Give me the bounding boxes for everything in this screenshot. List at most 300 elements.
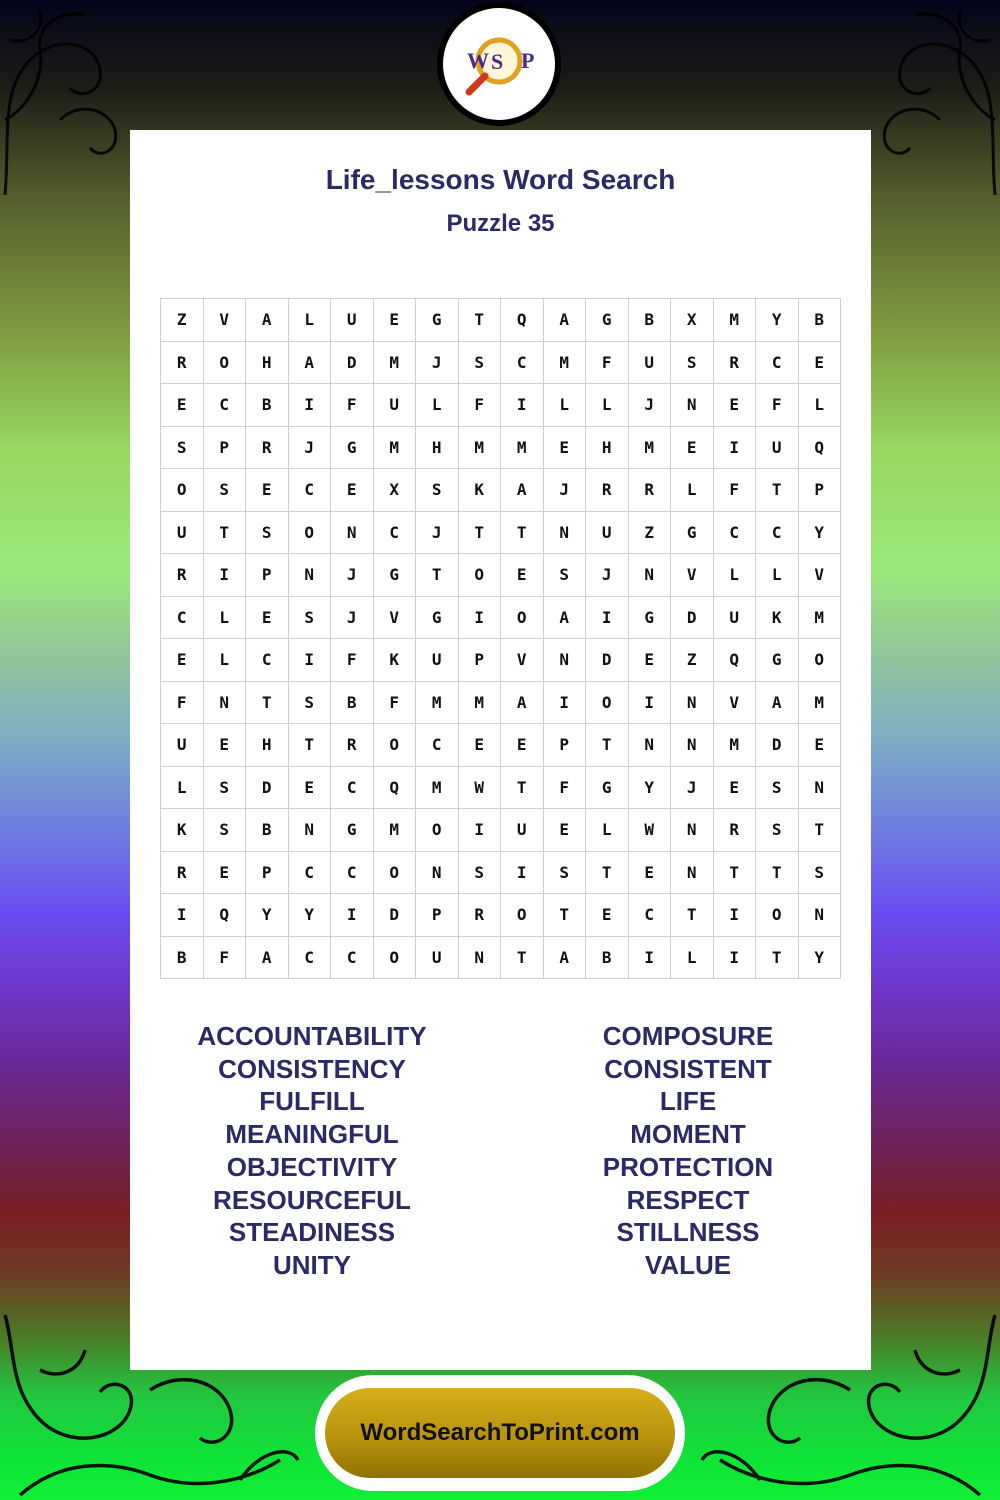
grid-cell[interactable]: I [331,894,374,937]
grid-cell[interactable]: F [373,681,416,724]
grid-cell[interactable]: X [373,469,416,512]
grid-cell[interactable]: A [246,299,289,342]
word-list-item: PROTECTION [602,1151,774,1182]
word-list-item: CONSISTENCY [218,1053,406,1084]
grid-cell[interactable]: E [543,426,586,469]
grid-cell[interactable]: O [501,894,544,937]
grid-cell[interactable]: U [756,426,799,469]
grid-cell[interactable]: Z [628,511,671,554]
grid-cell[interactable]: R [161,341,204,384]
grid-cell[interactable]: T [416,554,459,597]
grid-cell[interactable]: K [756,596,799,639]
grid-cell[interactable]: M [458,426,501,469]
grid-cell[interactable]: S [246,511,289,554]
grid-cell[interactable]: L [586,384,629,427]
grid-cell[interactable]: X [671,299,714,342]
grid-cell[interactable]: B [246,384,289,427]
grid-cell[interactable]: E [586,894,629,937]
grid-cell[interactable]: G [416,299,459,342]
grid-cell[interactable]: P [246,554,289,597]
grid-cell[interactable]: M [501,426,544,469]
grid-row [161,596,841,639]
grid-cell[interactable]: C [628,894,671,937]
grid-cell[interactable]: C [288,936,331,979]
grid-cell[interactable]: I [543,681,586,724]
grid-cell[interactable]: R [713,341,756,384]
grid-cell[interactable]: E [501,724,544,767]
grid-cell[interactable]: U [586,511,629,554]
grid-cell[interactable]: O [373,724,416,767]
grid-cell[interactable]: D [671,596,714,639]
grid-cell[interactable]: L [586,809,629,852]
grid-cell[interactable]: T [543,894,586,937]
grid-cell[interactable]: C [713,511,756,554]
grid-cell[interactable]: N [798,766,841,809]
grid-cell[interactable]: C [331,936,374,979]
grid-row [161,511,841,554]
grid-cell[interactable]: B [628,299,671,342]
grid-cell[interactable]: Q [203,894,246,937]
grid-cell[interactable]: C [288,469,331,512]
grid-row [161,809,841,852]
grid-cell[interactable]: I [203,554,246,597]
grid-cell[interactable]: Q [373,766,416,809]
grid-cell[interactable]: A [756,681,799,724]
grid-cell[interactable]: T [756,851,799,894]
grid-cell[interactable]: E [246,469,289,512]
grid-cell[interactable]: R [161,554,204,597]
grid-cell[interactable]: O [458,554,501,597]
grid-cell[interactable]: G [331,809,374,852]
grid-row [161,426,841,469]
magnifier-icon [443,8,555,120]
grid-row [161,341,841,384]
grid-cell[interactable]: S [161,426,204,469]
grid-cell[interactable]: E [203,724,246,767]
grid-cell[interactable]: S [203,766,246,809]
grid-cell[interactable]: E [203,851,246,894]
grid-cell[interactable]: C [331,766,374,809]
grid-cell[interactable]: M [713,724,756,767]
grid-cell[interactable]: S [458,341,501,384]
grid-cell[interactable]: N [671,724,714,767]
grid-cell[interactable]: R [331,724,374,767]
grid-cell[interactable]: P [246,851,289,894]
grid-cell[interactable]: R [458,894,501,937]
grid-cell[interactable]: M [798,681,841,724]
grid-cell[interactable]: U [331,299,374,342]
grid-cell[interactable]: H [246,341,289,384]
grid-cell[interactable]: M [416,681,459,724]
grid-cell[interactable]: O [288,511,331,554]
grid-cell[interactable]: E [331,469,374,512]
grid-cell[interactable]: Q [713,639,756,682]
grid-cell[interactable]: T [458,299,501,342]
grid-cell[interactable]: M [373,426,416,469]
grid-cell[interactable]: C [373,511,416,554]
grid-cell[interactable]: N [798,894,841,937]
grid-cell[interactable]: V [501,639,544,682]
grid-cell[interactable]: E [628,639,671,682]
grid-cell[interactable]: M [798,596,841,639]
grid-cell[interactable]: N [671,681,714,724]
grid-cell[interactable]: A [501,469,544,512]
grid-cell[interactable]: L [798,384,841,427]
grid-cell[interactable]: T [288,724,331,767]
grid-cell[interactable]: G [373,554,416,597]
grid-cell[interactable]: R [628,469,671,512]
grid-cell[interactable]: T [671,894,714,937]
logo-letter-p: P [521,48,535,73]
grid-cell[interactable]: E [373,299,416,342]
grid-cell[interactable]: N [628,554,671,597]
grid-cell[interactable]: R [161,851,204,894]
grid-cell[interactable]: S [756,766,799,809]
grid-cell[interactable]: U [161,724,204,767]
grid-cell[interactable]: K [373,639,416,682]
grid-cell[interactable]: N [543,511,586,554]
grid-cell[interactable]: T [756,469,799,512]
grid-cell[interactable]: E [501,554,544,597]
word-list-left [162,1020,462,1282]
grid-cell[interactable]: F [713,469,756,512]
grid-cell[interactable]: S [288,596,331,639]
grid-cell[interactable]: C [501,341,544,384]
grid-cell[interactable]: T [501,936,544,979]
grid-cell[interactable]: Z [671,639,714,682]
grid-cell[interactable]: O [373,936,416,979]
grid-cell[interactable]: C [416,724,459,767]
grid-cell[interactable]: I [458,596,501,639]
grid-cell[interactable]: C [246,639,289,682]
grid-row [161,851,841,894]
grid-cell[interactable]: R [713,809,756,852]
grid-cell[interactable]: O [416,809,459,852]
grid-cell[interactable]: T [586,724,629,767]
grid-cell[interactable]: C [288,851,331,894]
grid-cell[interactable]: E [798,724,841,767]
grid-cell[interactable]: H [416,426,459,469]
grid-cell[interactable]: N [628,724,671,767]
grid-cell[interactable]: L [756,554,799,597]
grid-cell[interactable]: J [331,554,374,597]
puzzle-number: Puzzle 35 [446,210,555,237]
grid-cell[interactable]: S [671,341,714,384]
grid-cell[interactable]: S [203,809,246,852]
grid-cell[interactable]: R [246,426,289,469]
grid-cell[interactable]: I [586,596,629,639]
grid-cell[interactable]: F [161,681,204,724]
grid-cell[interactable]: J [586,554,629,597]
grid-cell[interactable]: F [458,384,501,427]
grid-cell[interactable]: I [713,894,756,937]
grid-cell[interactable]: I [713,426,756,469]
grid-cell[interactable]: W [628,809,671,852]
grid-cell[interactable]: Y [798,511,841,554]
grid-cell[interactable]: F [331,639,374,682]
grid-cell[interactable]: L [203,596,246,639]
grid-cell[interactable]: N [416,851,459,894]
grid-cell[interactable]: P [543,724,586,767]
grid-cell[interactable]: B [161,936,204,979]
grid-row [161,894,841,937]
grid-cell[interactable]: R [586,469,629,512]
grid-cell[interactable]: P [416,894,459,937]
grid-cell[interactable]: Q [798,426,841,469]
logo-letter-s: S [491,49,504,74]
grid-cell[interactable]: C [756,511,799,554]
grid-cell[interactable]: D [373,894,416,937]
grid-cell[interactable]: A [543,936,586,979]
grid-cell[interactable]: S [543,554,586,597]
word-list-item: STEADINESS [228,1217,396,1248]
grid-row [161,936,841,979]
grid-cell[interactable]: T [586,851,629,894]
grid-cell[interactable]: E [628,851,671,894]
grid-row [161,681,841,724]
grid-cell[interactable]: T [246,681,289,724]
grid-cell[interactable]: L [671,469,714,512]
grid-cell[interactable]: U [713,596,756,639]
grid-cell[interactable]: F [203,936,246,979]
grid-cell[interactable]: F [543,766,586,809]
grid-cell[interactable]: C [331,851,374,894]
grid-cell[interactable]: Q [501,299,544,342]
grid-cell[interactable]: B [331,681,374,724]
grid-cell[interactable]: E [161,384,204,427]
grid-cell[interactable]: S [798,851,841,894]
grid-cell[interactable]: D [331,341,374,384]
grid-cell[interactable]: A [288,341,331,384]
grid-cell[interactable]: H [586,426,629,469]
grid-cell[interactable]: I [628,681,671,724]
grid-cell[interactable]: N [543,639,586,682]
grid-cell[interactable]: K [458,469,501,512]
grid-cell[interactable]: Y [798,936,841,979]
grid-cell[interactable]: B [798,299,841,342]
grid-cell[interactable]: N [203,681,246,724]
grid-cell[interactable]: J [671,766,714,809]
grid-cell[interactable]: D [756,724,799,767]
word-list-item: MOMENT [630,1119,746,1150]
grid-cell[interactable]: V [798,554,841,597]
grid-cell[interactable]: N [671,851,714,894]
grid-cell[interactable]: T [501,766,544,809]
grid-cell[interactable]: P [458,639,501,682]
grid-cell[interactable]: O [161,469,204,512]
grid-cell[interactable]: J [416,511,459,554]
grid-cell[interactable]: W [458,766,501,809]
grid-cell[interactable]: J [543,469,586,512]
grid-cell[interactable]: M [543,341,586,384]
grid-cell[interactable]: O [756,894,799,937]
site-link-label[interactable]: WordSearchToPrint.com [325,1388,675,1478]
grid-cell[interactable]: Y [756,299,799,342]
grid-cell[interactable]: J [416,341,459,384]
grid-cell[interactable]: O [203,341,246,384]
grid-row [161,384,841,427]
grid-cell[interactable]: M [373,341,416,384]
grid-cell[interactable]: I [501,384,544,427]
site-link-button[interactable] [315,1375,685,1491]
grid-cell[interactable]: M [373,809,416,852]
word-list-item: UNITY [273,1249,351,1280]
logo-badge [443,8,555,120]
grid-cell[interactable]: G [628,596,671,639]
word-list-item: VALUE [644,1249,732,1280]
word-list-right [538,1020,838,1282]
grid-row [161,639,841,682]
grid-cell[interactable]: Y [288,894,331,937]
grid-cell[interactable]: G [416,596,459,639]
grid-cell[interactable]: J [288,426,331,469]
grid-cell[interactable]: G [671,511,714,554]
grid-cell[interactable]: T [756,936,799,979]
grid-cell[interactable]: U [161,511,204,554]
grid-cell[interactable]: G [756,639,799,682]
word-list-item: RESPECT [626,1184,750,1215]
grid-cell[interactable]: A [543,299,586,342]
grid-cell[interactable]: N [331,511,374,554]
grid-cell[interactable]: I [713,936,756,979]
grid-cell[interactable]: E [246,596,289,639]
grid-cell[interactable]: M [713,299,756,342]
grid-cell[interactable]: E [713,766,756,809]
grid-cell[interactable]: O [798,639,841,682]
grid-cell[interactable]: A [501,681,544,724]
grid-cell[interactable]: I [288,384,331,427]
grid-cell[interactable]: V [713,681,756,724]
word-list-item: STILLNESS [616,1217,760,1248]
grid-cell[interactable]: V [373,596,416,639]
grid-cell[interactable]: L [288,299,331,342]
grid-cell[interactable]: P [798,469,841,512]
grid-cell[interactable]: N [288,554,331,597]
grid-cell[interactable]: G [586,766,629,809]
grid-cell[interactable]: L [416,384,459,427]
grid-cell[interactable]: U [416,639,459,682]
grid-cell[interactable]: L [671,936,714,979]
grid-cell[interactable]: E [458,724,501,767]
grid-cell[interactable]: L [543,384,586,427]
grid-cell[interactable]: T [798,809,841,852]
grid-cell[interactable]: T [458,511,501,554]
word-list-item: ACCOUNTABILITY [197,1021,427,1051]
word-list-item: CONSISTENT [604,1053,772,1084]
word-list-item: OBJECTIVITY [226,1151,398,1182]
grid-cell[interactable]: E [713,384,756,427]
grid-cell[interactable]: Y [628,766,671,809]
grid-cell[interactable]: E [543,809,586,852]
grid-cell[interactable]: T [713,851,756,894]
word-list-item: LIFE [659,1086,717,1117]
grid-cell[interactable]: N [288,809,331,852]
grid-cell[interactable]: C [203,384,246,427]
grid-cell[interactable]: M [628,426,671,469]
logo-letter-w: W [467,48,489,73]
grid-cell[interactable]: F [586,341,629,384]
grid-cell[interactable]: G [586,299,629,342]
grid-cell[interactable]: F [331,384,374,427]
grid-cell[interactable]: J [331,596,374,639]
grid-cell[interactable]: S [203,469,246,512]
grid-cell[interactable]: N [671,809,714,852]
grid-cell[interactable]: S [543,851,586,894]
grid-cell[interactable]: M [416,766,459,809]
grid-cell[interactable]: T [501,511,544,554]
grid-cell[interactable]: T [203,511,246,554]
grid-cell[interactable]: L [161,766,204,809]
grid-cell[interactable]: O [373,851,416,894]
letter-grid [160,298,841,979]
grid-cell[interactable]: P [203,426,246,469]
grid-row [161,724,841,767]
grid-cell[interactable]: C [756,341,799,384]
grid-cell[interactable]: U [628,341,671,384]
grid-cell[interactable]: I [501,851,544,894]
grid-cell[interactable]: Z [161,299,204,342]
site-logo[interactable] [437,2,561,126]
grid-cell[interactable]: E [288,766,331,809]
grid-cell[interactable]: I [628,936,671,979]
grid-cell[interactable]: O [501,596,544,639]
grid-cell[interactable]: V [203,299,246,342]
word-list-item: MEANINGFUL [225,1119,399,1150]
grid-cell[interactable]: G [331,426,374,469]
grid-cell[interactable]: H [246,724,289,767]
grid-cell[interactable]: K [161,809,204,852]
grid-cell[interactable]: I [161,894,204,937]
grid-cell[interactable]: S [756,809,799,852]
grid-cell[interactable]: S [458,851,501,894]
grid-cell[interactable]: F [756,384,799,427]
grid-cell[interactable]: S [288,681,331,724]
grid-cell[interactable]: E [671,426,714,469]
grid-cell[interactable]: S [416,469,459,512]
grid-cell[interactable]: M [458,681,501,724]
grid-row [161,766,841,809]
grid-cell[interactable]: U [373,384,416,427]
grid-cell[interactable]: A [543,596,586,639]
grid-cell[interactable]: D [586,639,629,682]
grid-cell[interactable]: B [586,936,629,979]
grid-row [161,299,841,342]
page-title: Life_lessons Word Search [325,164,676,195]
grid-cell[interactable]: E [161,639,204,682]
grid-cell[interactable]: J [628,384,671,427]
grid-cell[interactable]: U [501,809,544,852]
grid-cell[interactable]: I [458,809,501,852]
grid-cell[interactable]: I [288,639,331,682]
grid-cell[interactable]: V [671,554,714,597]
grid-cell[interactable]: L [203,639,246,682]
grid-cell[interactable]: N [458,936,501,979]
grid-cell[interactable]: E [798,341,841,384]
grid-cell[interactable]: A [246,936,289,979]
grid-cell[interactable]: C [161,596,204,639]
grid-cell[interactable]: B [246,809,289,852]
grid-cell[interactable]: O [586,681,629,724]
grid-cell[interactable]: Y [246,894,289,937]
grid-row [161,469,841,512]
grid-row [161,554,841,597]
grid-cell[interactable]: N [671,384,714,427]
grid-cell[interactable]: D [246,766,289,809]
word-list-item: FULFILL [259,1086,365,1117]
grid-cell[interactable]: U [416,936,459,979]
grid-cell[interactable]: L [713,554,756,597]
word-list-item: COMPOSURE [602,1021,774,1051]
